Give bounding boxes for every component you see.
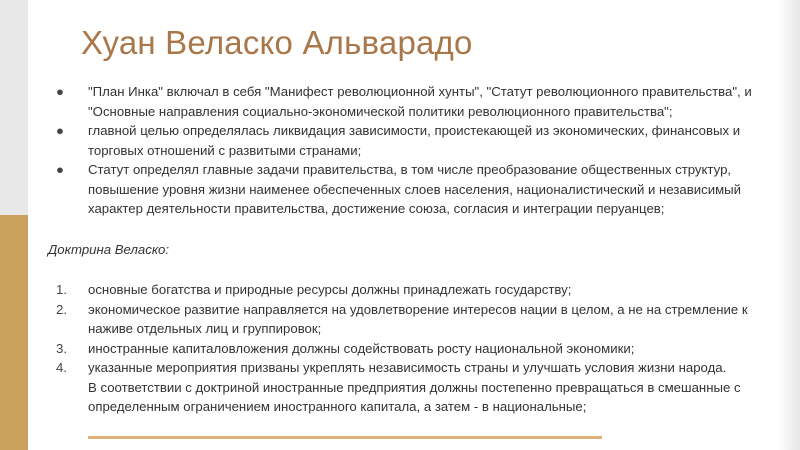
bullet-marker: ● <box>56 162 64 177</box>
slide-title: Хуан Веласко Альварадо <box>81 24 473 61</box>
numbered-item <box>48 280 774 300</box>
bullet-text: "План Инка" включал в себя "Манифест революционной хунты", "Статут революционного правительства", и "Основные направления социально-экономической политики революционного правительства"; <box>88 84 752 119</box>
text-underline <box>88 436 602 439</box>
spacer <box>48 219 774 240</box>
bullet-item <box>48 82 774 121</box>
bullet-marker: ● <box>56 84 64 99</box>
bullet-text: Статут определял главные задачи правительства, в том числе преобразование общественных структур, повышение уровня жизни наименее обеспеченных слоев населения, националистический и независимый характер деятельности правительства, достижение союза, согласия и интеграции перуанцев; <box>88 162 742 216</box>
numbered-item <box>48 339 774 359</box>
spacer <box>48 259 774 280</box>
bullet-item <box>48 160 774 219</box>
item-number: 2. <box>56 301 67 317</box>
doctrine-heading: Доктрина Веласко: <box>48 241 170 257</box>
item-number: 3. <box>56 340 67 356</box>
left-gold-accent <box>0 215 28 450</box>
item-number: 1. <box>56 282 67 297</box>
numbered-item <box>48 300 774 339</box>
item-text: основные богатства и природные ресурсы должны принадлежать государству; <box>88 282 572 297</box>
bullet-item <box>48 121 774 160</box>
item-text: экономическое развитие направляется на удовлетворение интересов нации в целом, а не на стремление к наживе отдельных лиц и группировок; <box>88 301 748 336</box>
item-number: 4. <box>56 360 67 375</box>
bullet-marker: ● <box>56 123 64 138</box>
right-edge-shadow <box>778 0 800 450</box>
trailing-note: В соответствии с доктриной иностранные предприятия должны постепенно превращаться в смешанные с определенным ограничением иностранного капитала, а затем - в национальные; <box>88 379 741 414</box>
item-text: указанные мероприятия призваны укреплять независимость страны и улучшать условия жизни народа. <box>88 360 727 375</box>
bullet-text: главной целью определялась ликвидация зависимости, проистекающей из экономических, финансовых и торговых отношений с развитыми странами; <box>88 123 741 158</box>
item-text: иностранные капиталовложения должны содействовать росту национальной экономики; <box>88 340 635 356</box>
numbered-item <box>48 358 774 378</box>
slide-body <box>48 82 774 417</box>
